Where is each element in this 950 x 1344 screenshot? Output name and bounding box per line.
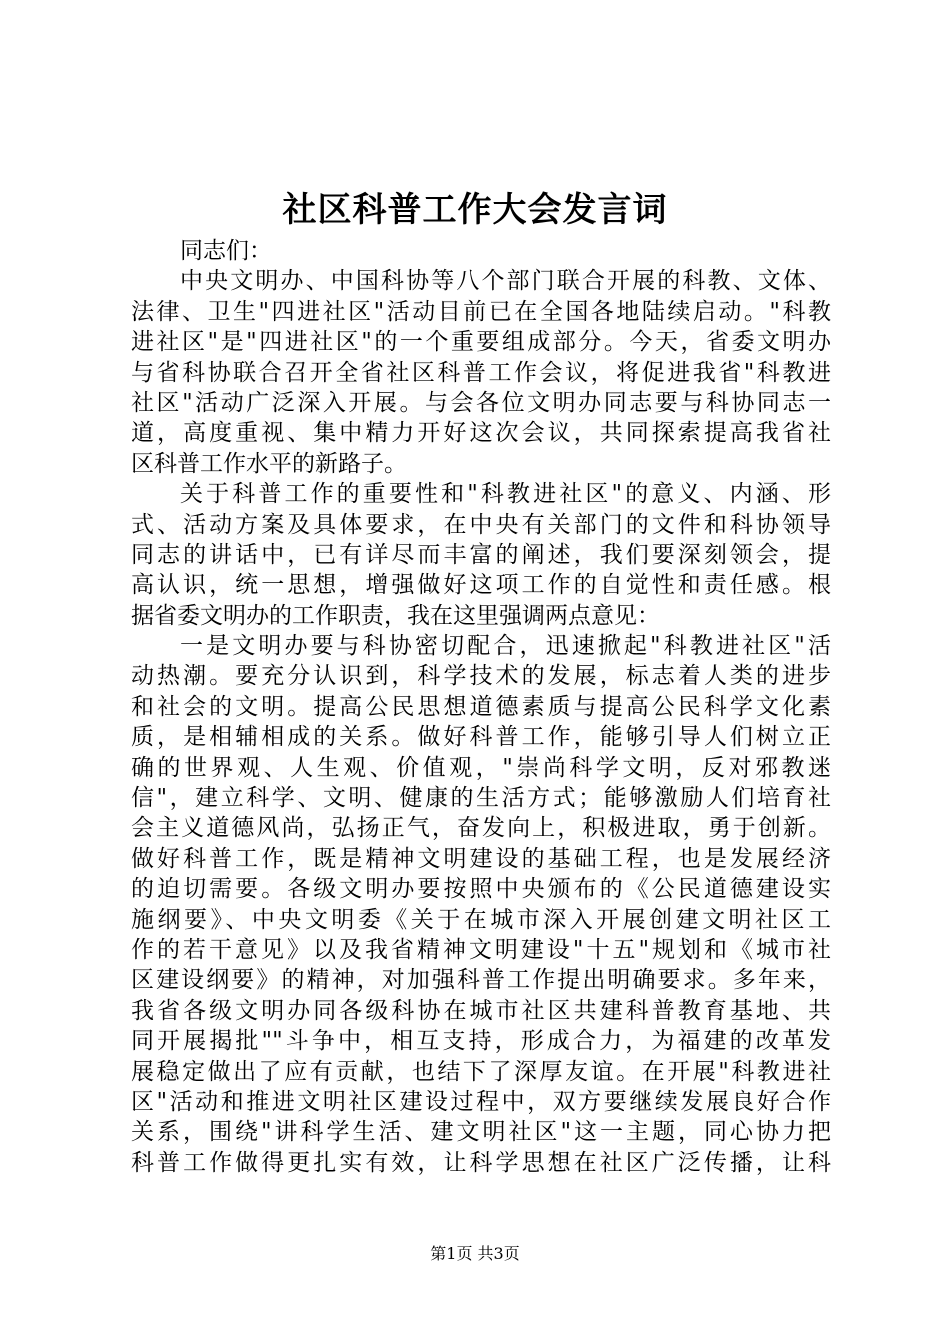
text-line: 进社区"是"四进社区"的一个重要组成部分。今天，省委文明办: [131, 329, 831, 356]
text-line: 作的若干意见》以及我省精神文明建设"十五"规划和《城市社: [131, 936, 831, 963]
text-line: 一是文明办要与科协密切配合，迅速掀起"科教进社区"活: [180, 633, 831, 660]
text-line: 科普工作做得更扎实有效，让科学思想在社区广泛传播，让科: [131, 1149, 831, 1176]
text-line: 我省各级文明办同各级科协在城市社区共建科普教育基地、共: [131, 997, 831, 1024]
text-line: 确的世界观、人生观、价值观，"崇尚科学文明，反对邪教迷: [131, 754, 831, 781]
text-line: 关于科普工作的重要性和"科教进社区"的意义、内涵、形: [180, 481, 831, 508]
page-footer: [0, 1243, 950, 1265]
text-line: 信"，建立科学、文明、健康的生活方式；能够激励人们培育社: [131, 785, 831, 812]
text-line: 区建设纲要》的精神，对加强科普工作提出明确要求。多年来，: [131, 967, 831, 994]
document-body: [131, 236, 831, 1178]
text-line: 质，是相辅相成的关系。做好科普工作，能够引导人们树立正: [131, 724, 831, 751]
text-line: 据省委文明办的工作职责，我在这里强调两点意见：: [131, 602, 660, 629]
text-line: 区科普工作水平的新路子。: [131, 450, 407, 477]
salutation-line: 同志们：: [180, 238, 272, 264]
text-line: 区"活动和推进文明社区建设过程中，双方要继续发展良好合作: [131, 1088, 831, 1115]
text-line: 法律、卫生"四进社区"活动目前已在全国各地陆续启动。"科教: [131, 298, 831, 325]
text-line: 做好科普工作，既是精神文明建设的基础工程，也是发展经济: [131, 845, 831, 872]
text-line: 施纲要》、中央文明委《关于在城市深入开展创建文明社区工: [131, 906, 831, 933]
text-line: 道，高度重视、集中精力开好这次会议，共同探索提高我省社: [131, 420, 831, 447]
text-line: 与省科协联合召开全省社区科普工作会议，将促进我省"科教进: [131, 359, 831, 386]
text-line: 展稳定做出了应有贡献，也结下了深厚友谊。在开展"科教进社: [131, 1058, 831, 1085]
text-line: 社区"活动广泛深入开展。与会各位文明办同志要与科协同志一: [131, 389, 831, 416]
text-line: 同开展揭批""斗争中，相互支持，形成合力，为福建的改革发: [131, 1028, 831, 1055]
page-indicator: 第1页 共3页: [430, 1244, 520, 1263]
text-line: 关系，围绕"讲科学生活、建文明社区"这一主题，同心协力把: [131, 1119, 831, 1146]
text-line: 会主义道德风尚，弘扬正气，奋发向上，积极进取，勇于创新。: [131, 815, 831, 842]
text-line: 同志的讲话中，已有详尽而丰富的阐述，我们要深刻领会，提: [131, 541, 831, 568]
text-line: 的迫切需要。各级文明办要按照中央颁布的《公民道德建设实: [131, 876, 831, 903]
text-line: 式、活动方案及具体要求，在中央有关部门的文件和科协领导: [131, 511, 831, 538]
text-line: 高认识，统一思想，增强做好这项工作的自觉性和责任感。根: [131, 572, 831, 599]
document-title: 社区科普工作大会发言词: [282, 190, 668, 230]
text-line: 和社会的文明。提高公民思想道德素质与提高公民科学文化素: [131, 693, 831, 720]
text-line: 动热潮。要充分认识到，科学技术的发展，标志着人类的进步: [131, 663, 831, 690]
text-line: 中央文明办、中国科协等八个部门联合开展的科教、文体、: [180, 268, 831, 295]
